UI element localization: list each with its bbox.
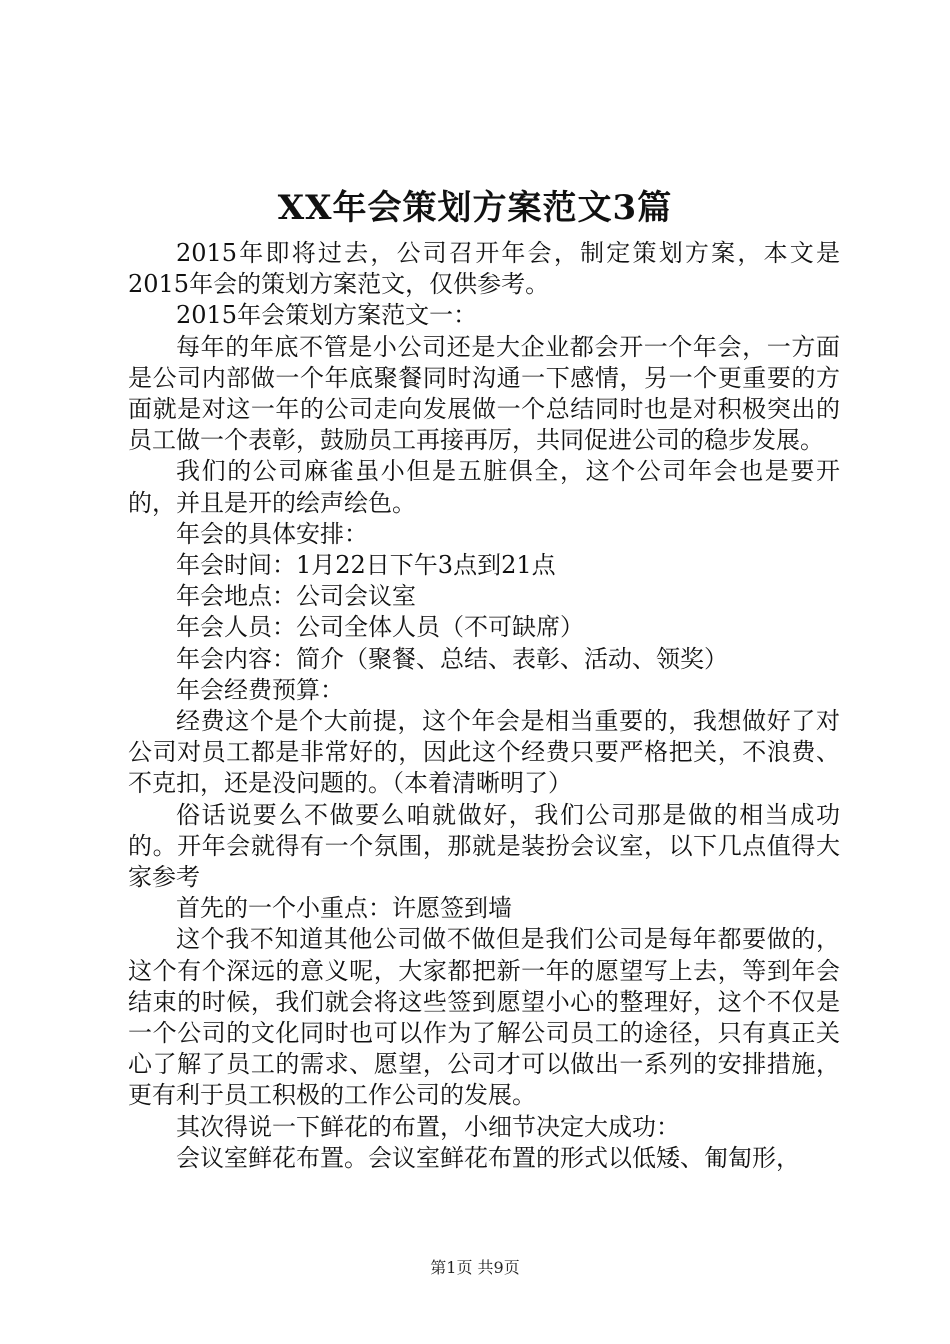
paragraph: 年会经费预算：	[176, 675, 344, 704]
document-body	[128, 238, 840, 1174]
paragraph: 经费这个是个大前提，这个年会是相当重要的，我想做好了对公司对员工都是非常好的，因此这个经费只要严格把关，不浪费、不克扣，还是没问题的。（本着清晰明了）	[128, 707, 840, 798]
page-footer: 第1页 共9页	[430, 1258, 520, 1277]
paragraph: 会议室鲜花布置。会议室鲜花布置的形式以低矮、匍匐形，	[176, 1143, 800, 1172]
paragraph: 年会内容：简介（聚餐、总结、表彰、活动、领奖）	[176, 644, 728, 673]
paragraph: 这个我不知道其他公司做不做但是我们公司是每年都要做的，这个有个深远的意义呢，大家都把新一年的愿望写上去，等到年会结束的时候，我们就会将这些签到愿望小心的整理好，这个不仅是一个公司的文化同时也可以作为了解公司员工的途径，只有真正关心了解了员工的需求、愿望，公司才可以做出一系列的安排措施，更有利于员工积极的工作公司的发展。	[128, 925, 840, 1110]
document-title: XX年会策划方案范文3篇	[277, 188, 673, 228]
paragraph: 其次得说一下鲜花的布置，小细节决定大成功：	[176, 1112, 680, 1141]
paragraph: 年会时间：1月22日下午3点到21点	[176, 551, 556, 580]
paragraph: 首先的一个小重点：许愿签到墙	[176, 894, 512, 923]
paragraph: 每年的年底不管是小公司还是大企业都会开一个年会，一方面是公司内部做一个年底聚餐同时沟通一下感情，另一个更重要的方面就是对这一年的公司走向发展做一个总结同时也是对积极突出的员工做一个表彰，鼓励员工再接再厉，共同促进公司的稳步发展。	[128, 332, 840, 455]
paragraph: 我们的公司麻雀虽小但是五脏俱全，这个公司年会也是要开的，并且是开的绘声绘色。	[128, 457, 840, 517]
paragraph: 年会的具体安排：	[176, 519, 368, 548]
paragraph: 2015年会策划方案范文一：	[176, 301, 478, 330]
paragraph: 年会人员：公司全体人员（不可缺席）	[176, 613, 584, 642]
paragraph: 俗话说要么不做要么咱就做好，我们公司那是做的相当成功的。开年会就得有一个氛围，那就是装扮会议室，以下几点值得大家参考	[128, 800, 840, 892]
paragraph: 2015年即将过去，公司召开年会，制定策划方案，本文是2015年会的策划方案范文，仅供参考。	[128, 239, 840, 299]
paragraph: 年会地点：公司会议室	[176, 582, 416, 611]
